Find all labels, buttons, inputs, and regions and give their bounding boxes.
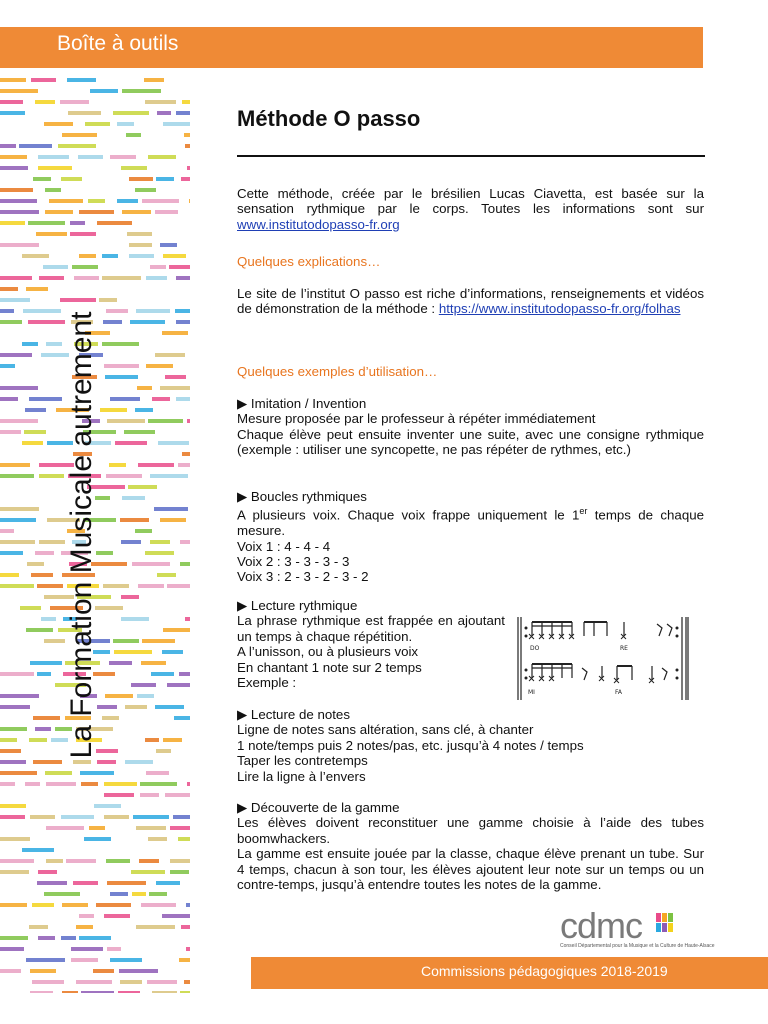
item-line: Mesure proposée par le professeur à répéter immédiatement — [237, 411, 596, 427]
item-line: Ligne de notes sans altération, sans clé, à chanter — [237, 722, 534, 738]
title-divider — [237, 155, 705, 157]
item-boucles — [237, 489, 704, 585]
rhythm-score-example — [512, 614, 702, 706]
page-title: Méthode O passo — [237, 106, 421, 131]
item-line: Voix 1 : 4 - 4 - 4 — [237, 538, 331, 554]
item-title: ▶ Boucles rythmiques — [237, 489, 367, 504]
item-title: ▶ Lecture de notes — [237, 707, 350, 722]
item-title: ▶ Lecture rythmique — [237, 598, 358, 613]
institute-link[interactable]: www.institutodopasso-fr.org — [237, 216, 400, 232]
item-line: La phrase rythmique est frappée en ajoutant un temps à chaque répétition. — [237, 613, 505, 644]
logo-text: cdmc — [560, 905, 643, 946]
item-lecture-notes — [237, 707, 704, 784]
item-line: Lire la ligne à l’envers — [237, 768, 366, 784]
score-label-re: RE — [620, 645, 628, 652]
logo-subtitle: Conseil Départemental pour la Musique et la Culture de Haute-Alsace — [560, 943, 715, 949]
item-title: ▶ Imitation / Invention — [237, 396, 367, 411]
section-heading-examples: Quelques exemples d’utilisation… — [237, 364, 438, 379]
decorative-color-stripes — [0, 78, 200, 993]
item-line: Chaque élève peut ensuite inventer une suite, avec une consigne rythmique (exemple : utiliser une syncopette, ne pas répéter de rythmes, etc.) — [237, 426, 704, 458]
item-line: Taper les contretemps — [237, 753, 368, 769]
item-line: A l’unisson, ou à plusieurs voix — [237, 644, 419, 660]
item-line: Voix 3 : 2 - 3 - 2 - 3 - 2 — [237, 569, 369, 585]
item-gamme — [237, 800, 704, 892]
cdmc-logo — [560, 907, 720, 957]
item-line: Exemple : — [237, 675, 297, 691]
explanations-paragraph — [237, 286, 704, 317]
score-label-do: DO — [530, 645, 540, 652]
section-heading-explanations: Quelques explications… — [237, 254, 381, 269]
item-title: ▶ Découverte de la gamme — [237, 800, 400, 815]
item-line: Voix 2 : 3 - 3 - 3 - 3 — [237, 554, 350, 570]
item-lecture-rythmique — [237, 598, 505, 690]
explanations-text: Le site de l’institut O passo est riche d’informations, renseignements et vidéos de démonstration de la méthode : — [237, 286, 704, 317]
item-line: A plusieurs voix. Chaque voix frappe uniquement le 1er temps de chaque mesure. — [237, 506, 704, 539]
item-line: En chantant 1 note sur 2 temps — [237, 659, 422, 675]
intro-text: Cette méthode, créée par le brésilien Lucas Ciavetta, est basée sur la sensation rythmique par le corps. Toutes les informations sont sur — [237, 186, 704, 217]
score-label-mi: MI — [528, 689, 535, 696]
score-label-fa: FA — [615, 689, 623, 696]
item-imitation — [237, 396, 704, 458]
item-line: Les élèves doivent reconstituer une gamme choisie à l’aide des tubes boomwhackers. — [237, 815, 704, 846]
intro-paragraph — [237, 186, 704, 232]
footer-text: Commissions pédagogiques 2018-2019 — [421, 963, 668, 979]
header-title: Boîte à outils — [57, 32, 179, 55]
item-line: 1 note/temps puis 2 notes/pas, etc. jusqu’à 4 notes / temps — [237, 737, 584, 753]
item-line: La gamme est ensuite jouée par la classe, chaque élève prenant un tube. Sur 4 temps, chacun à son tour, les élèves ajoutent leur note sur un temps ou un contre-temps, jusqu’à entendre toutes les notes de la gamme. — [237, 846, 704, 893]
vertical-title: La Formation Musicale autrement — [65, 311, 98, 759]
logo-mark-icon — [656, 913, 678, 933]
folhas-link[interactable]: https://www.institutodopasso-fr.org/folhas — [438, 301, 681, 317]
